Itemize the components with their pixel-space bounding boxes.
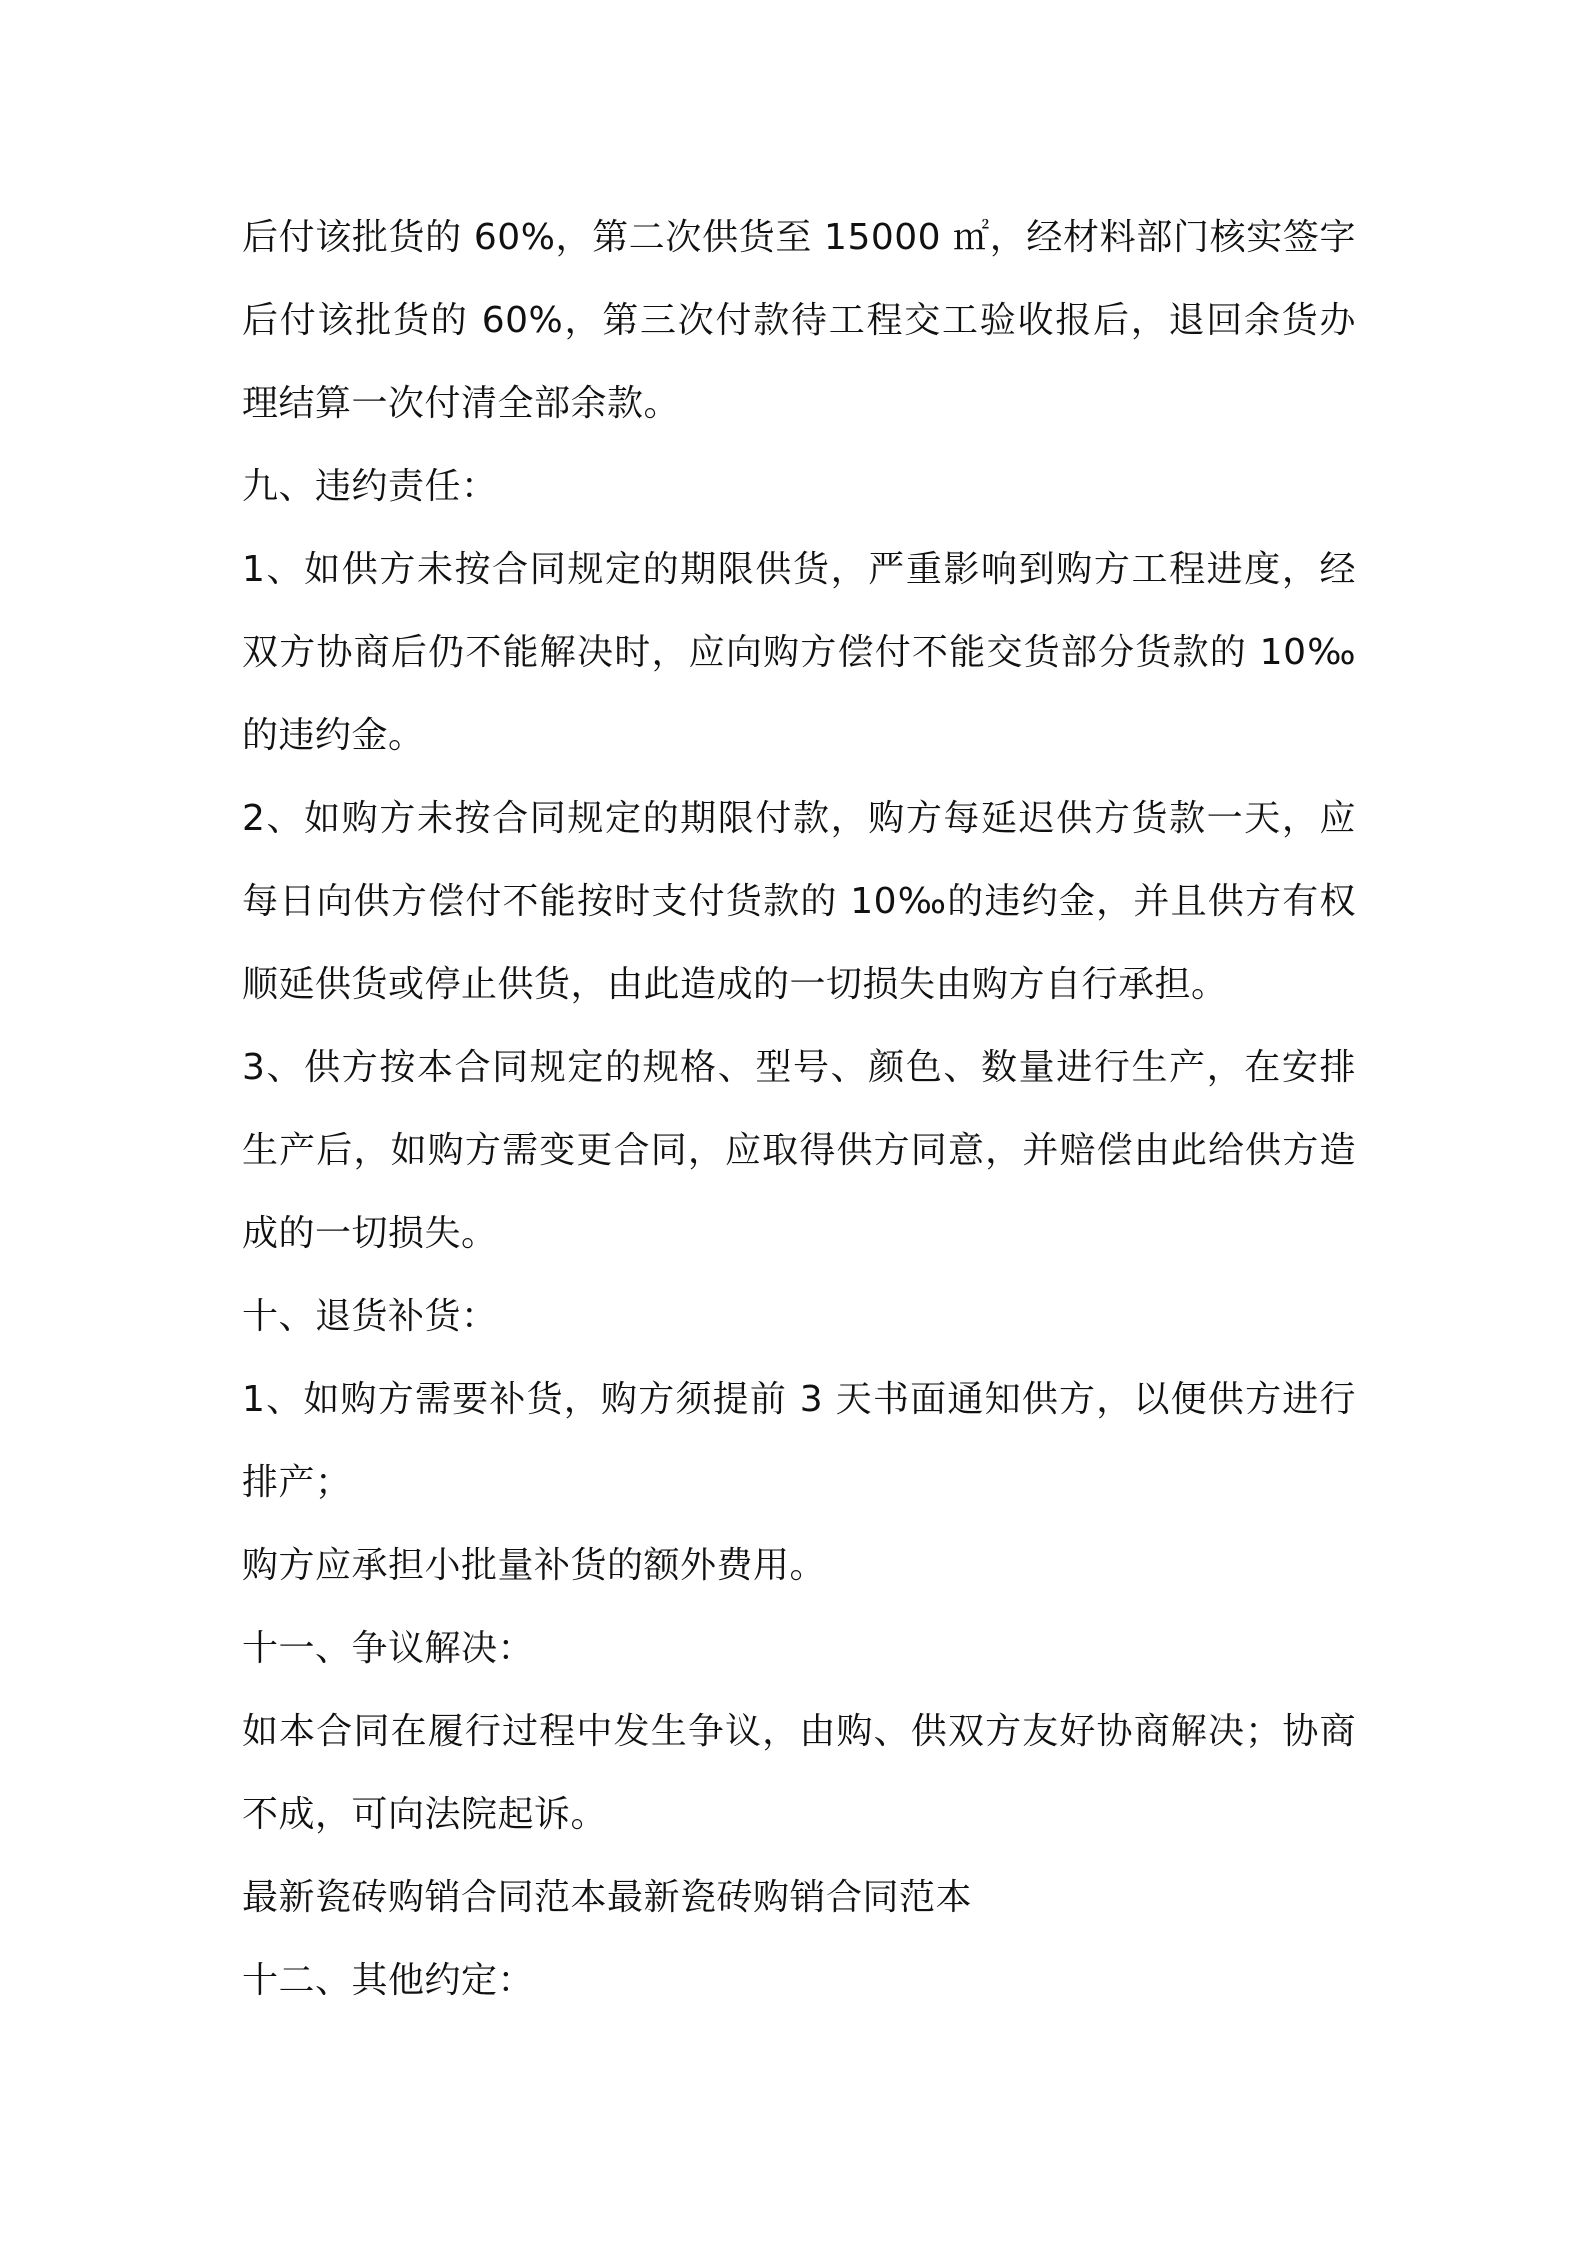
liability-clause-1-line-1: 1、如供方未按合同规定的期限供货，严重影响到购方工程进度，经 [242,549,1356,590]
liability-clause-2-line-1: 2、如购方未按合同规定的期限付款，购方每延迟供方货款一天，应 [242,798,1356,839]
disputes-clause-line-1: 如本合同在履行过程中发生争议，由购、供双方友好协商解决；协商 [242,1711,1356,1752]
returns-clause-1-line-1: 1、如购方需要补货，购方须提前 3 天书面通知供方，以便供方进行 [242,1379,1356,1420]
liability-clause-1-line-3: 的违约金。 [242,715,425,756]
liability-clause-3-line-1: 3、供方按本合同规定的规格、型号、颜色、数量进行生产，在安排 [242,1047,1356,1088]
document-title-repeat: 最新瓷砖购销合同范本最新瓷砖购销合同范本 [242,1877,973,1918]
payment-terms-line-2: 后付该批货的 60%，第三次付款待工程交工验收报后，退回余货办 [242,300,1356,341]
liability-clause-3-line-2: 生产后，如购方需变更合同，应取得供方同意，并赔偿由此给供方造 [242,1130,1356,1171]
payment-terms-line-3: 理结算一次付清全部余款。 [242,383,681,424]
payment-terms-line-1: 后付该批货的 60%，第二次供货至 15000 ㎡，经材料部门核实签字 [242,217,1356,258]
section-heading-other: 十二、其他约定： [242,1960,535,2001]
section-heading-returns: 十、退货补货： [242,1296,498,1337]
liability-clause-3-line-3: 成的一切损失。 [242,1213,498,1254]
liability-clause-2-line-2: 每日向供方偿付不能按时支付货款的 10‰的违约金，并且供方有权 [242,881,1356,922]
liability-clause-2-line-3: 顺延供货或停止供货，由此造成的一切损失由购方自行承担。 [242,964,1228,1005]
section-heading-disputes: 十一、争议解决： [242,1628,535,1669]
returns-clause-2: 购方应承担小批量补货的额外费用。 [242,1545,827,1586]
liability-clause-1-line-2: 双方协商后仍不能解决时，应向购方偿付不能交货部分货款的 10‰ [242,632,1356,673]
document-body [242,196,1356,2022]
disputes-clause-line-2: 不成，可向法院起诉。 [242,1794,608,1835]
section-heading-liability: 九、违约责任： [242,466,498,507]
returns-clause-1-line-2: 排产； [242,1462,352,1503]
